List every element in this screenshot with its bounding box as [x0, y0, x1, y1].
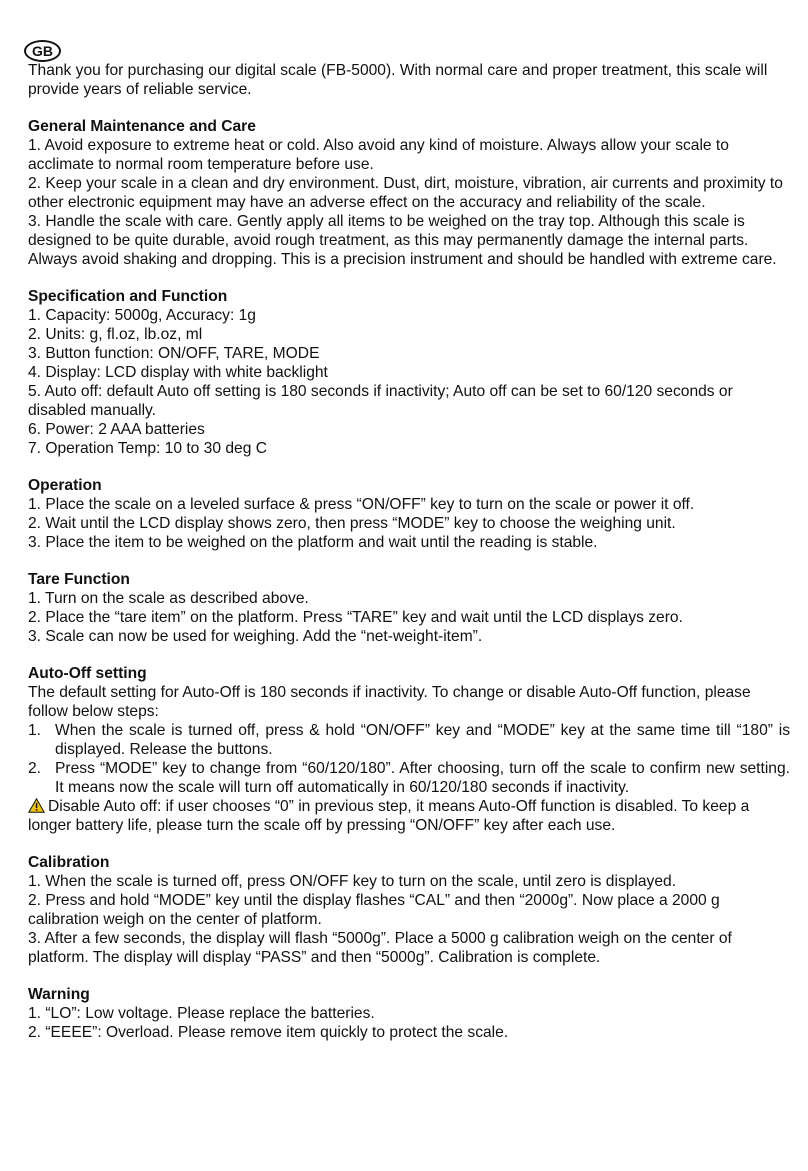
manual-content	[28, 61, 790, 1042]
calibration-item-1: 1. When the scale is turned off, press ON/OFF key to turn on the scale, until zero is displayed.	[28, 873, 677, 890]
tare-item-2: 2. Place the “tare item” on the platform. Press “TARE” key and wait until the LCD displays zero.	[28, 609, 683, 626]
autooff-intro: The default setting for Auto-Off is 180 seconds if inactivity. To change or disable Auto-Off function, please follow below steps:	[28, 684, 751, 720]
autooff-step	[28, 721, 790, 759]
spec-item-5: 5. Auto off: default Auto off setting is 180 seconds if inactivity; Auto off can be set to 60/120 seconds or disabled manually.	[28, 383, 733, 419]
spec-item-3: 3. Button function: ON/OFF, TARE, MODE	[28, 345, 320, 362]
maintenance-item-1: 1. Avoid exposure to extreme heat or cold. Also avoid any kind of moisture. Always allow your scale to acclimate to normal room temperature before use.	[28, 137, 729, 173]
calibration-heading: Calibration	[28, 854, 110, 871]
calibration-item-3: 3. After a few seconds, the display will flash “5000g”. Place a 5000 g calibration weigh on the center of platform. The display will display “PASS” and then “5000g”. Calibration is complete.	[28, 930, 732, 966]
maintenance-item-3: 3. Handle the scale with care. Gently apply all items to be weighed on the tray top. Although this scale is designed to be quite durable, avoid rough treatment, as this may permanently damage the internal parts. Always avoid shaking and dropping. This is a precision instrument and should be handled with extreme care.	[28, 213, 777, 268]
step-number: 2.	[28, 760, 42, 777]
warning-item-1: 1. “LO”: Low voltage. Please replace the batteries.	[28, 1005, 375, 1022]
spec-item-7: 7. Operation Temp: 10 to 30 deg C	[28, 440, 267, 457]
step-number: 1.	[28, 722, 42, 739]
spec-item-6: 6. Power: 2 AAA batteries	[28, 421, 205, 438]
calibration-item-2: 2. Press and hold “MODE” key until the display flashes “CAL” and then “2000g”. Now place a 2000 g calibration weigh on the center of platform.	[28, 892, 720, 928]
autooff-heading: Auto-Off setting	[28, 665, 147, 682]
warning-item-2: 2. “EEEE”: Overload. Please remove item quickly to protect the scale.	[28, 1024, 509, 1041]
language-badge: GB	[24, 40, 61, 62]
autooff-step	[28, 759, 790, 797]
operation-item-1: 1. Place the scale on a leveled surface & press “ON/OFF” key to turn on the scale or power it off.	[28, 496, 695, 513]
step-text: When the scale is turned off, press & hold “ON/OFF” key and “MODE” key at the same time till “180” is displayed. Release the buttons.	[55, 722, 790, 758]
warning-triangle-icon	[28, 798, 45, 813]
operation-heading: Operation	[28, 477, 102, 494]
warning-heading: Warning	[28, 986, 90, 1003]
spec-item-2: 2. Units: g, fl.oz, lb.oz, ml	[28, 326, 203, 343]
spec-item-1: 1. Capacity: 5000g, Accuracy: 1g	[28, 307, 256, 324]
tare-item-1: 1. Turn on the scale as described above.	[28, 590, 309, 607]
autooff-note	[28, 797, 790, 835]
tare-item-3: 3. Scale can now be used for weighing. Add the “net-weight-item”.	[28, 628, 483, 645]
step-text: Press “MODE” key to change from “60/120/180”. After choosing, turn off the scale to confirm new setting. It means now the scale will turn off automatically in 60/120/180 seconds if inactivity.	[55, 760, 790, 796]
maintenance-heading: General Maintenance and Care	[28, 118, 256, 135]
maintenance-item-2: 2. Keep your scale in a clean and dry environment. Dust, dirt, moisture, vibration, air currents and proximity to other electronic equipment may have an adverse effect on the accuracy and reliability of the scale.	[28, 175, 783, 211]
intro-paragraph: Thank you for purchasing our digital scale (FB-5000). With normal care and proper treatment, this scale will provide years of reliable service.	[28, 62, 768, 98]
operation-item-3: 3. Place the item to be weighed on the platform and wait until the reading is stable.	[28, 534, 598, 551]
specification-heading: Specification and Function	[28, 288, 228, 305]
tare-heading: Tare Function	[28, 571, 130, 588]
spec-item-4: 4. Display: LCD display with white backlight	[28, 364, 328, 381]
operation-item-2: 2. Wait until the LCD display shows zero, then press “MODE” key to choose the weighing unit.	[28, 515, 676, 532]
autooff-note-text: Disable Auto off: if user chooses “0” in previous step, it means Auto-Off function is disabled. To keep a longer battery life, please turn the scale off by pressing “ON/OFF” key after each use.	[28, 798, 750, 834]
autooff-steps	[28, 721, 790, 797]
